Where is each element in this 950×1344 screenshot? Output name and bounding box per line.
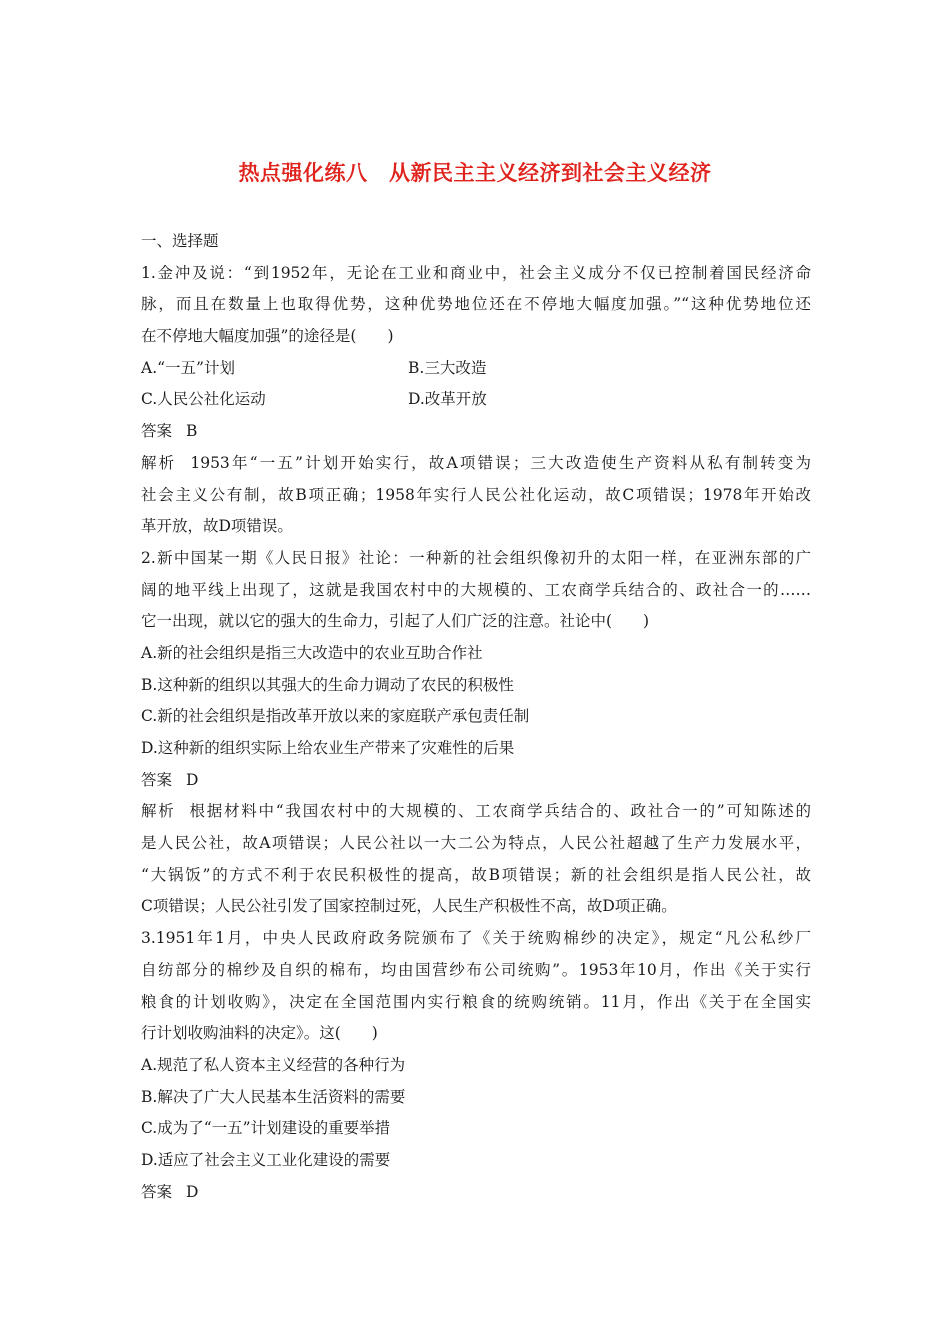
question-text-line: 行计划收购油料的决定》。这( ) (141, 1024, 378, 1043)
analysis-text: 根据材料中“我国农村中的大规模的、工农商学兵结合的、政社合一的”可知陈述的 (189, 802, 811, 821)
question-text-line: 粮食的计划收购》，决定在全国范围内实行粮食的统购统销。11月，作出《关于在全国实 (141, 992, 811, 1011)
analysis-label: 解析 (141, 802, 176, 821)
analysis-line: “大锅饭”的方式不利于农民积极性的提高，故B项错误；新的社会组织是指人民公社，故 (141, 865, 811, 884)
option-c: C.人民公社化运动 (141, 390, 266, 409)
question-text-line: 1.金冲及说：“到1952年，无论在工业和商业中，社会主义成分不仅已控制着国民经济命 (141, 263, 811, 282)
options-row (141, 353, 811, 385)
question-3 (141, 923, 811, 1208)
answer-line (141, 765, 811, 797)
analysis-line: 社会主义公有制，故B项正确；1958年实行人民公社化运动，故C项错误；1978年开始改 (141, 485, 811, 504)
option-c: C.成为了“一五”计划建设的重要举措 (141, 1119, 391, 1138)
answer-value: D (186, 770, 199, 789)
question-text-line: 自纺部分的棉纱及自织的棉布，均由国营纱布公司统购”。1953年10月，作出《关于实行 (141, 960, 811, 979)
option-d: D.这种新的组织实际上给农业生产带来了灾难性的后果 (141, 739, 515, 757)
analysis-text: 1953年“一五”计划开始实行，故A项错误；三大改造使生产资料从私有制转变为 (190, 453, 811, 472)
question-1 (141, 258, 811, 543)
option-c: C.新的社会组织是指改革开放以来的家庭联产承包责任制 (141, 707, 530, 726)
analysis-line: 革开放，故D项错误。 (141, 517, 293, 536)
option-d: D.改革开放 (408, 390, 487, 409)
answer-label: 答案 (141, 1182, 173, 1201)
analysis-line (141, 448, 811, 480)
question-text-line: 2.新中国某一期《人民日报》社论：一种新的社会组织像初升的太阳一样，在亚洲东部的广 (141, 548, 811, 567)
answer-value: D (186, 1182, 199, 1201)
answer-line (141, 1177, 811, 1209)
analysis-label: 解析 (141, 453, 177, 472)
question-text-line: 它一出现，就以它的强大的生命力，引起了人们广泛的注意。社论中( ) (141, 612, 650, 631)
analysis-line: C项错误；人民公社引发了国家控制过死，人民生产积极性不高，故D项正确。 (141, 897, 677, 916)
analysis-line (141, 796, 811, 828)
question-text-line: 阔的地平线上出现了，这就是我国农村中的大规模的、工农商学兵结合的、政社合一的…… (141, 580, 811, 599)
option-b: B.这种新的组织以其强大的生命力调动了农民的积极性 (141, 675, 514, 694)
section-heading: 一、选择题 (141, 232, 219, 250)
answer-value: B (186, 422, 198, 441)
analysis-line: 是人民公社，故A项错误；人民公社以一大二公为特点，人民公社超越了生产力发展水平， (141, 834, 811, 853)
option-a: A.新的社会组织是指三大改造中的农业互助合作社 (141, 643, 483, 662)
question-text-line: 脉，而且在数量上也取得优势，这种优势地位还在不停地大幅度加强。”“这种优势地位还 (141, 295, 811, 314)
options-row (141, 384, 811, 416)
option-b: B.三大改造 (408, 358, 487, 377)
option-a: A.“一五”计划 (141, 358, 235, 377)
document-body (141, 226, 811, 1208)
answer-line (141, 416, 811, 448)
question-text-line: 3.1951年1月，中央人民政府政务院颁布了《关于统购棉纱的决定》，规定“凡公私纱厂 (141, 929, 811, 948)
option-a: A.规范了私人资本主义经营的各种行为 (141, 1055, 406, 1074)
option-d: D.适应了社会主义工业化建设的需要 (141, 1150, 391, 1169)
answer-label: 答案 (141, 770, 173, 789)
page-title: 热点强化练八 从新民主主义经济到社会主义经济 (238, 161, 712, 185)
answer-label: 答案 (141, 422, 173, 441)
option-b: B.解决了广大人民基本生活资料的需要 (141, 1087, 406, 1106)
question-text-line: 在不停地大幅度加强”的途径是( ) (141, 327, 394, 346)
question-2 (141, 543, 811, 923)
